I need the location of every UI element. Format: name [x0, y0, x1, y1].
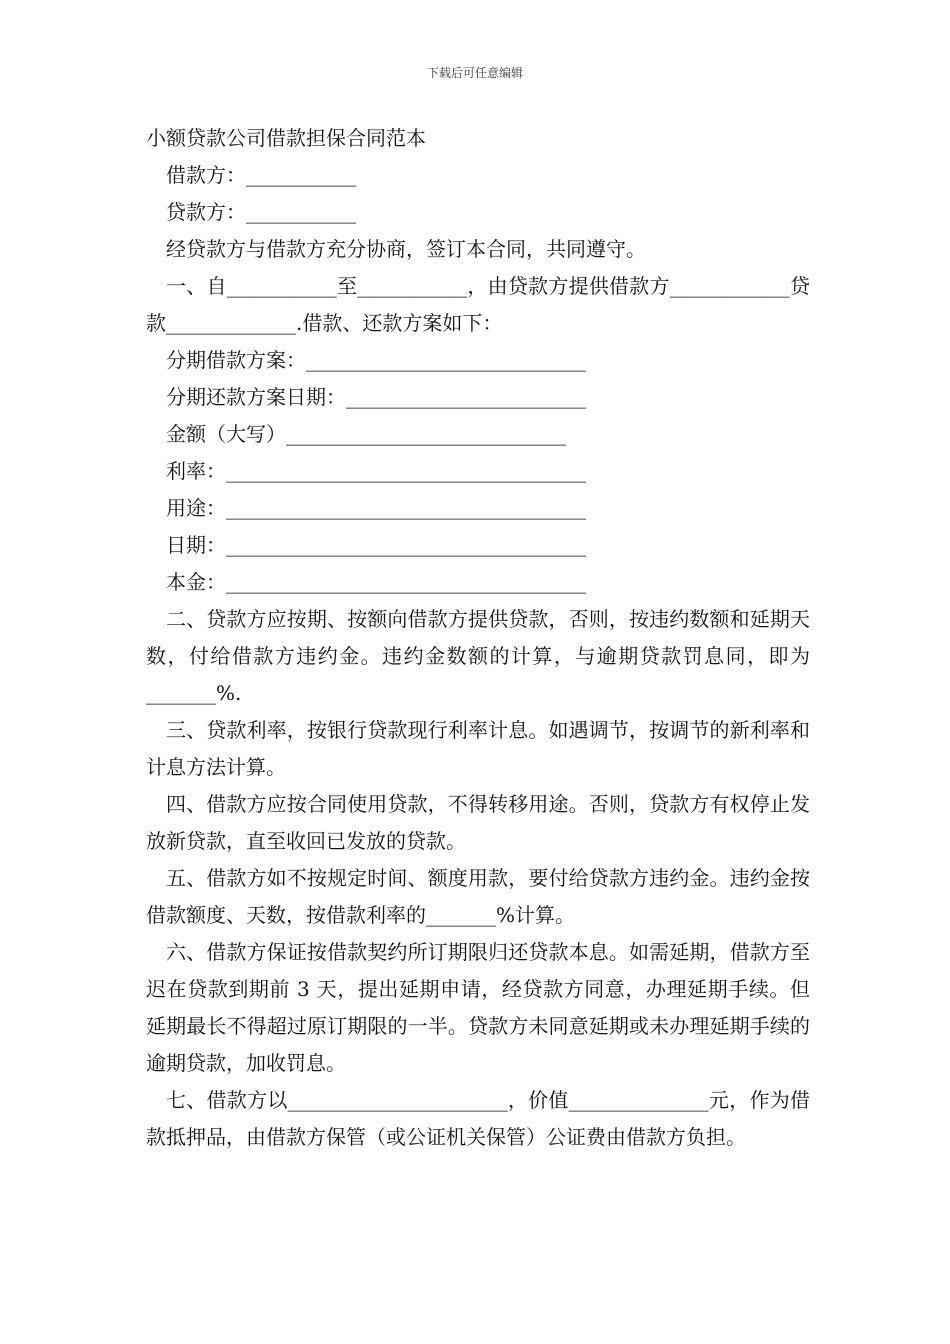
lender-line: 贷款方：___________ [166, 200, 356, 224]
plan-line-installment: 分期借款方案：____________________________ [166, 348, 586, 372]
clause-1: 一、自___________至___________，由贷款方提供借款方____________贷款_____________.借款、还款方案如下： [146, 274, 810, 335]
borrower-line: 借款方：___________ [166, 163, 356, 187]
clause-3: 三、贷款利率，按银行贷款现行利率计息。如遇调节，按调节的新利率和计息方法计算。 [146, 718, 810, 779]
clause-2: 二、贷款方应按期、按额向借款方提供贷款，否则，按违约数额和延期天数，付给借款方违约金。违约金数额的计算，与逾期贷款罚息同，即为_______%. [146, 607, 810, 705]
clause-6: 六、借款方保证按借款契约所订期限归还贷款本息。如需延期，借款方至迟在贷款到期前 3 天，提出延期申请，经贷款方同意，办理延期手续。但延期最长不得超过原订期限的一半。贷款方未同意延期或未办理延期手续的逾期贷款，加收罚息。 [146, 940, 810, 1075]
document-title: 小额贷款公司借款担保合同范本 [146, 126, 426, 150]
plan-line-purpose: 用途：____________________________________ [166, 496, 586, 520]
plan-line-date: 日期：____________________________________ [166, 533, 586, 557]
clause-7: 七、借款方以______________________，价值______________元，作为借款抵押品，由借款方保管（或公证机关保管）公证费由借款方负担。 [146, 1088, 810, 1149]
intro-paragraph: 经贷款方与借款方充分协商，签订本合同，共同遵守。 [166, 237, 646, 261]
clause-5: 五、借款方如不按规定时间、额度用款，要付给贷款方违约金。违约金按借款额度、天数，按借款利率的_______%计算。 [146, 866, 810, 927]
plan-line-repayment-date: 分期还款方案日期：________________________ [166, 385, 586, 409]
page-header: 下载后可任意编辑 [426, 66, 523, 80]
plan-line-rate: 利率：____________________________________ [166, 459, 586, 483]
plan-line-principal: 本金：____________________________________ [166, 570, 586, 594]
clause-4: 四、借款方应按合同使用贷款，不得转移用途。否则，贷款方有权停止发放新贷款，直至收回已发放的贷款。 [146, 792, 810, 853]
document-body [146, 120, 810, 1156]
plan-line-amount: 金额（大写）____________________________ [166, 422, 566, 446]
